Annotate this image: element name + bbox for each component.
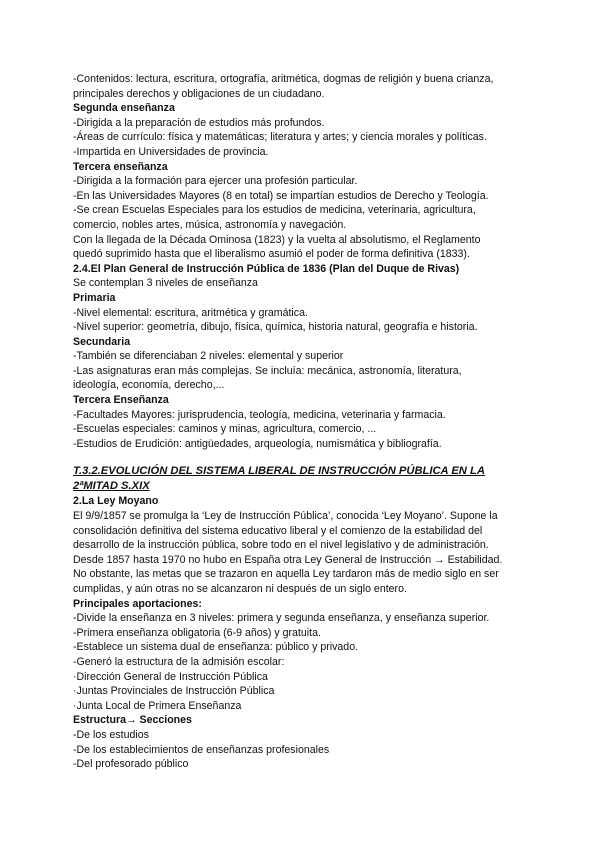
section-title-line-2: 2ªMITAD S.XIX [73,480,150,493]
aportacion-item: -Generó la estructura de la admisión escolar: [73,655,285,668]
principales-aportaciones-heading: Principales aportaciones: [73,597,202,610]
moyano-paragraph-line: El 9/9/1857 se promulga la ‘Ley de Instrucción Pública’, conocida ‘Ley Moyano’. Supone la [73,510,498,523]
moyano-paragraph-line: cumplidas, y aún otras no se alcanzaron ni después de un siglo entero. [73,583,407,595]
section-title-t32 [73,464,528,494]
primaria-heading: Primaria [73,291,116,304]
moyano-paragraph-line: Desde 1857 hasta 1970 no hubo en España otra Ley General de Instrucción → Estabilidad. [73,553,503,566]
segunda-item: -Áreas de currículo: física y matemáticas; literatura y artes; y ciencia morales y políticas. [73,131,487,144]
tercera-1836-item: -Estudios de Erudición: antigüedades, arqueología, numismática y bibliografía. [73,437,442,450]
aportacion-subitem: ·Dirección General de Instrucción Pública [73,670,268,683]
decada-ominosa-line-1: Con la llegada de la Década Ominosa (1823) y la vuelta al absolutismo, el Reglamento [73,233,481,246]
tercera-item: -En las Universidades Mayores (8 en total) se impartían estudios de Derecho y Teología. [73,189,489,202]
estructura-item: -Del profesorado público [73,758,189,771]
tercera-1836-item: -Escuelas especiales: caminos y minas, agricultura, comercio, ... [73,423,377,436]
section-title-line-1: T.3.2.EVOLUCIÓN DEL SISTEMA LIBERAL DE INSTRUCCIÓN PÚBLICA EN LA [73,465,485,478]
contenidos-line-1: -Contenidos: lectura, escritura, ortografía, aritmética, dogmas de religión y buena crianza, [73,73,494,85]
plan-1836-heading: 2.4.El Plan General de Instrucción Pública de 1836 (Plan del Duque de Rivas) [73,262,460,275]
estructura-item: -De los establecimientos de enseñanzas profesionales [73,743,330,756]
aportacion-subitem: ·Junta Local de Primera Enseñanza [73,699,242,712]
moyano-paragraph-line: desarrollo de la instrucción pública, sobre todo en el nivel legislativo y de administración. [73,539,489,552]
aportacion-item: -Establece un sistema dual de enseñanza: público y privado. [73,641,359,654]
segunda-item: -Dirigida a la preparación de estudios más profundos. [73,116,325,129]
tercera-item: -Se crean Escuelas Especiales para los estudios de medicina, veterinaria, agricultura, [73,204,476,217]
tercera-ensenanza-1836-heading: Tercera Enseñanza [73,394,169,407]
tercera-item: comercio, nobles artes, música, astronomía y navegación. [73,218,347,231]
estructura-heading: Estructura→ Secciones [73,714,192,727]
tercera-item: -Dirigida a la formación para ejercer una profesión particular. [73,175,358,188]
aportacion-subitem: ·Juntas Provinciales de Instrucción Pública [73,685,275,698]
tercera-1836-item: -Facultades Mayores: jurisprudencia, teología, medicina, veterinaria y farmacia. [73,408,446,421]
aportacion-item: -Divide la enseñanza en 3 niveles: primera y segunda enseñanza, y enseñanza superior. [73,612,490,625]
primaria-item: -Nivel elemental: escritura, aritmética y gramática. [73,306,308,319]
estructura-item: -De los estudios [73,728,149,741]
plan-1836-intro: Se contemplan 3 niveles de enseñanza [73,277,258,290]
primaria-item: -Nivel superior: geometría, dibujo, física, química, historia natural, geografía e historia. [73,321,478,334]
aportacion-item: -Primera enseñanza obligatoria (6-9 años) y gratuita. [73,626,321,639]
segunda-item: -Impartida en Universidades de provincia. [73,145,269,158]
moyano-paragraph-line: consolidación definitiva del sistema educativo liberal y el comienzo de la estabilidad del [73,524,483,537]
ley-moyano-heading: 2.La Ley Moyano [73,495,159,508]
secundaria-heading: Secundaria [73,335,131,348]
document-page [73,72,528,772]
decada-ominosa-line-2: quedó suprimido hasta que el liberalismo asumió el poder de forma definitiva (1833). [73,248,470,261]
contenidos-line-2: principales derechos y obligaciones de un ciudadano. [73,87,325,100]
secundaria-item: -También se diferenciaban 2 niveles: elemental y superior [73,350,344,363]
segunda-ensenanza-heading: Segunda enseñanza [73,102,175,115]
tercera-ensenanza-heading: Tercera enseñanza [73,160,168,173]
secundaria-item: ideología, economía, derecho,... [73,379,225,392]
moyano-paragraph-line: No obstante, las metas que se trazaron en aquella Ley tardaron más de medio siglo en ser [73,568,499,581]
secundaria-item: -Las asignaturas eran más complejas. Se incluía: mecánica, astronomía, literatura, [73,364,462,377]
